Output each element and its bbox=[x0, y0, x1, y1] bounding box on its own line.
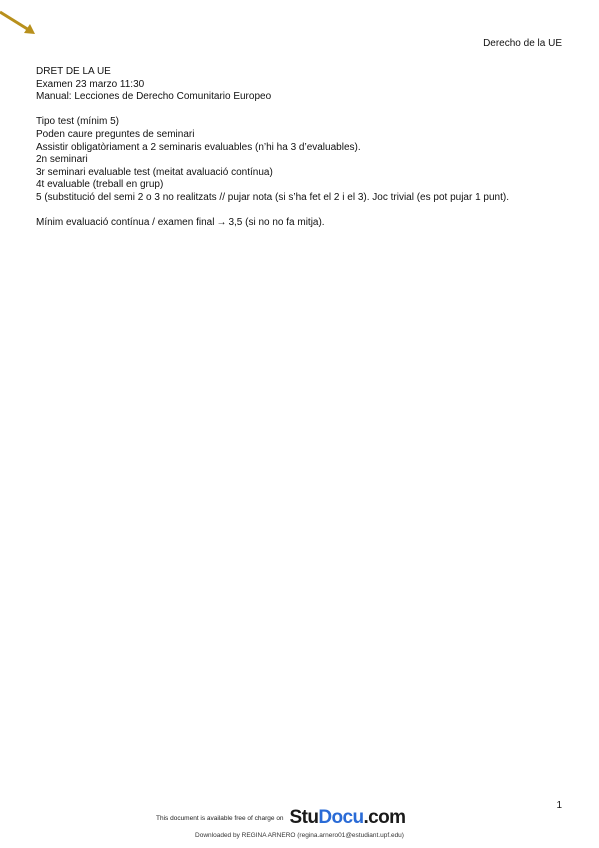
note-line: 5 (substitució del semi 2 o 3 no realitzats // pujar nota (si s’ha fet el 2 i el 3). Joc trivial (es pot pujar 1 punt). bbox=[36, 191, 510, 203]
logo-text-stu: Stu bbox=[289, 807, 319, 828]
download-notice: Downloaded by REGINA ARNERO (regina.arnero01@estudiant.upf.edu) bbox=[195, 832, 404, 839]
running-header: Derecho de la UE bbox=[483, 38, 562, 49]
minimum-grade-line bbox=[36, 217, 566, 230]
note-line: 4t evaluable (treball en grup) bbox=[36, 179, 164, 191]
manual-line: Manual: Lecciones de Derecho Comunitario Europeo bbox=[36, 91, 272, 103]
availability-text: This document is available free of charge on bbox=[156, 814, 284, 822]
logo-text-com: .com bbox=[363, 807, 406, 828]
paragraph-gap bbox=[36, 205, 566, 218]
logo-text-docu: Docu bbox=[318, 807, 364, 828]
page-footer bbox=[0, 806, 599, 848]
note-line: 3r seminari evaluable test (meitat avaluació contínua) bbox=[36, 166, 273, 178]
note-line: Poden caure preguntes de seminari bbox=[36, 128, 195, 140]
document-body bbox=[36, 66, 566, 230]
minimum-grade-value: 3,5 (si no no fa mitja). bbox=[228, 217, 325, 229]
right-arrow-icon: → bbox=[216, 217, 227, 229]
note-line: Assistir obligatòriament a 2 seminaris evaluables (n’hi ha 3 d’evaluables). bbox=[36, 141, 361, 153]
footer-availability bbox=[156, 806, 405, 830]
note-line: 2n seminari bbox=[36, 154, 88, 166]
diagonal-arrow-icon bbox=[0, 0, 40, 40]
studocu-logo[interactable] bbox=[290, 807, 406, 829]
minimum-grade-label: Mínim evaluació contínua / examen final bbox=[36, 217, 215, 229]
page-number: 1 bbox=[556, 800, 562, 811]
note-line: Tipo test (mínim 5) bbox=[36, 116, 119, 128]
paragraph-gap bbox=[36, 104, 566, 117]
exam-date-line: Examen 23 marzo 11:30 bbox=[36, 78, 145, 90]
document-title: DRET DE LA UE bbox=[36, 66, 111, 77]
